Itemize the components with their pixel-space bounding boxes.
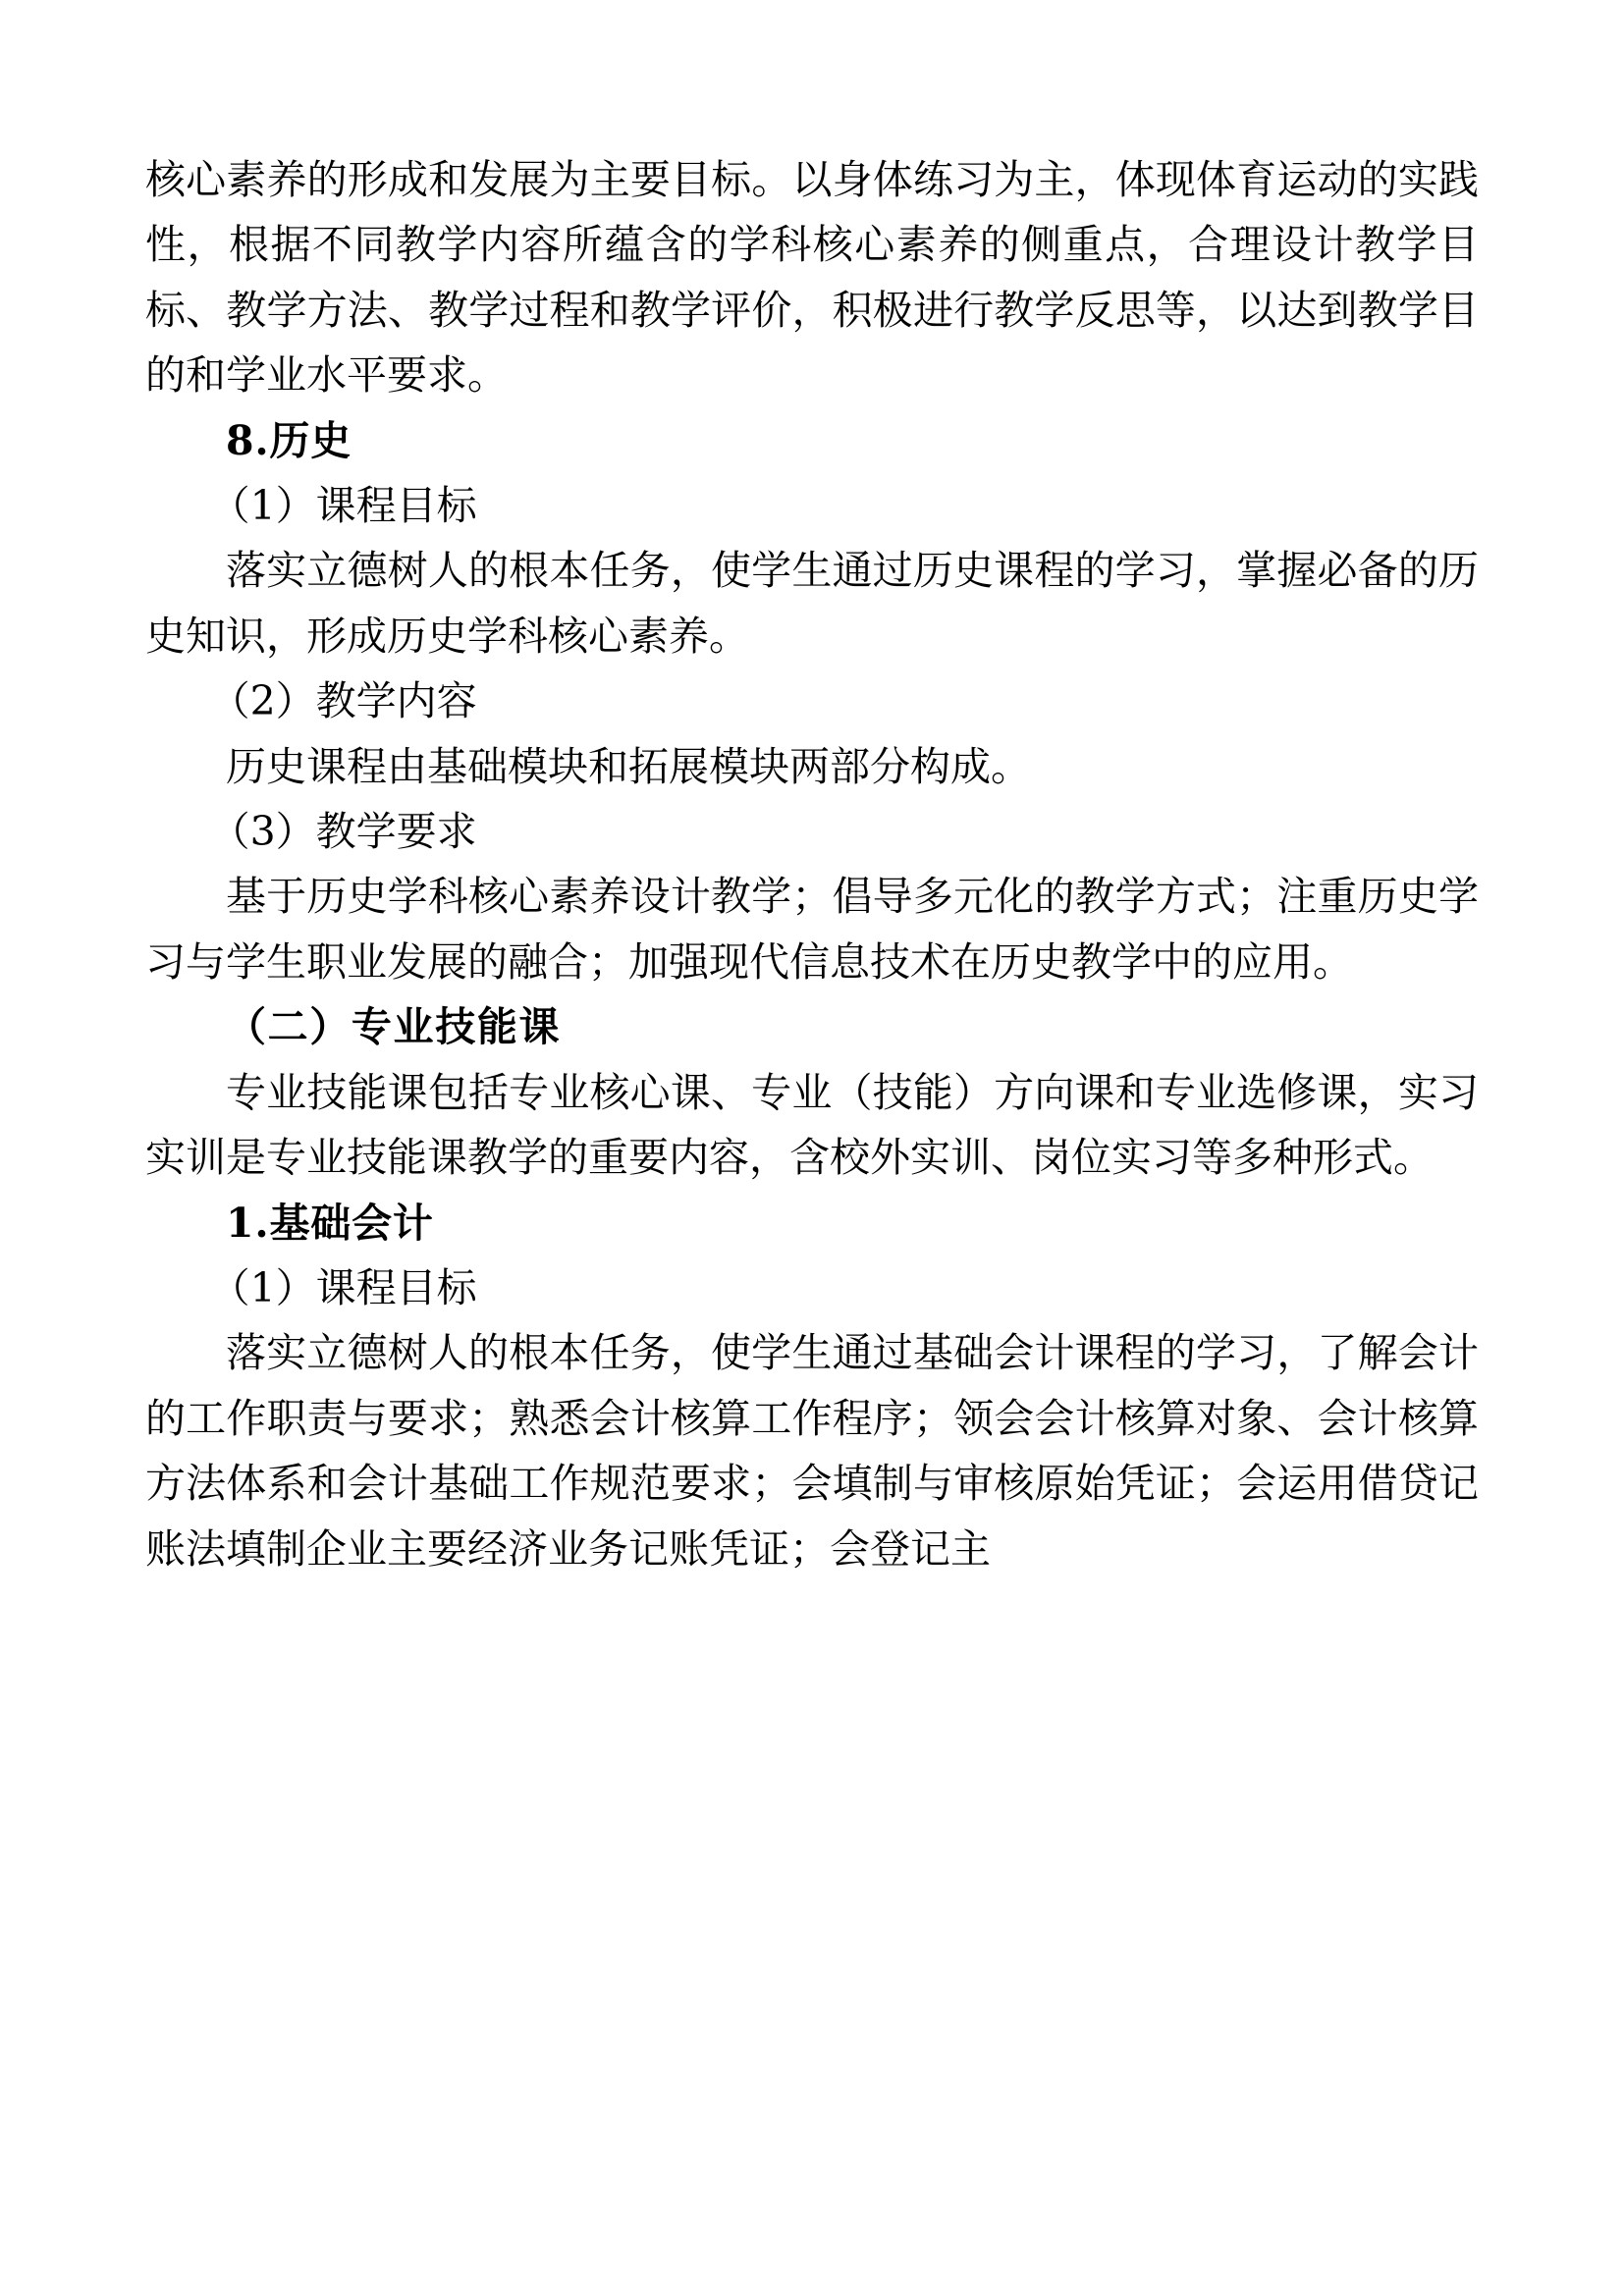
paragraph-history-content: 历史课程由基础模块和拓展模块两部分构成。 — [226, 742, 1031, 790]
paragraph-history-requirements: 基于历史学科核心素养设计教学；倡导多元化的教学方式；注重历史学习与学生职业发展的融合；加强现代信息技术在历史教学中的应用。 — [145, 873, 1479, 986]
paragraph-professional-skills: 专业技能课包括专业核心课、专业（技能）方向课和专业选修课，实习实训是专业技能课教学的重要内容，含校外实训、岗位实习等多种形式。 — [145, 1068, 1479, 1182]
paragraph-history-objectives: 落实立德树人的根本任务，使学生通过历史课程的学习，掌握必备的历史知识，形成历史学科核心素养。 — [145, 547, 1479, 660]
subheading-history-requirements: （3）教学要求 — [209, 808, 477, 856]
document-body — [145, 147, 1479, 1581]
subheading-history-content: （2）教学内容 — [209, 677, 477, 725]
subheading-history-objectives: （1）课程目标 — [209, 482, 477, 530]
paragraph-accounting-objectives: 落实立德树人的根本任务，使学生通过基础会计课程的学习，了解会计的工作职责与要求；熟悉会计核算工作程序；领会会计核算对象、会计核算方法体系和会计基础工作规范要求；会填制与审核原始凭证；会运用借贷记账法填制企业主要经济业务记账凭证；会登记主 — [145, 1329, 1479, 1573]
heading-1-basic-accounting: 1.基础会计 — [226, 1199, 434, 1247]
section-heading-professional-skills: （二）专业技能课 — [226, 1003, 562, 1051]
heading-8-history: 8.历史 — [226, 416, 352, 464]
paragraph-pe-continued: 核心素养的形成和发展为主要目标。以身体练习为主，体现体育运动的实践性，根据不同教学内容所蕴含的学科核心素养的侧重点，合理设计教学目标、教学方法、教学过程和教学评价，积极进行教学反思等，以达到教学目的和学业水平要求。 — [145, 156, 1479, 400]
subheading-accounting-objectives: （1）课程目标 — [209, 1263, 477, 1311]
